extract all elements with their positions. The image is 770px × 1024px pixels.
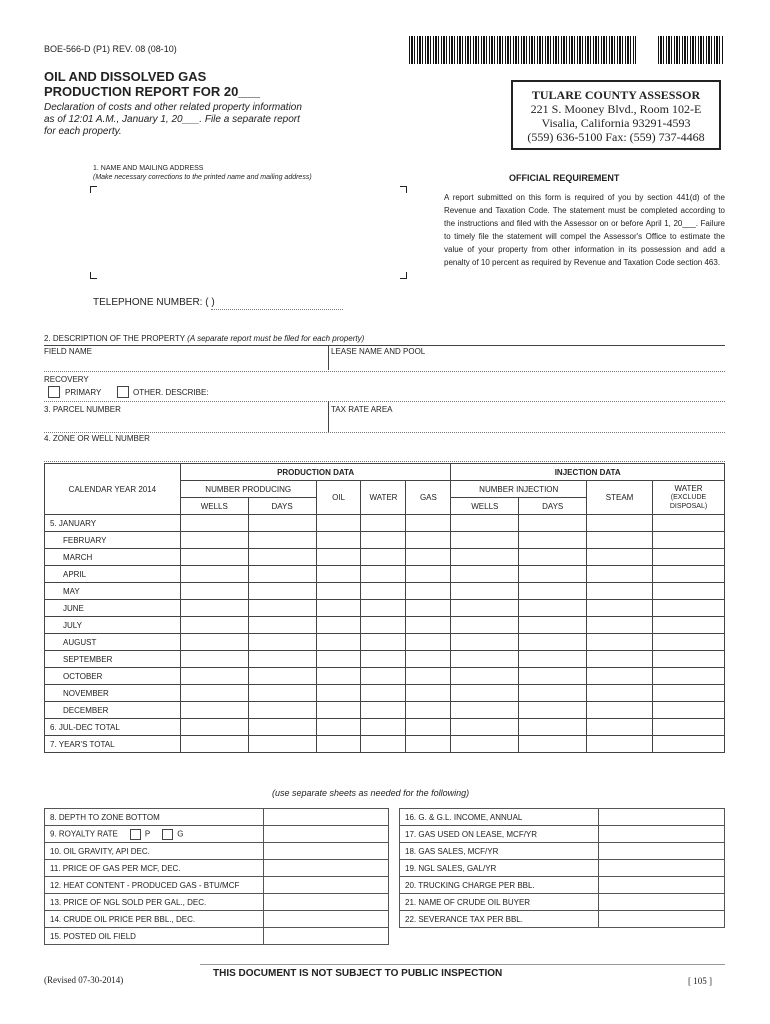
- data-cell[interactable]: [361, 532, 406, 549]
- month-label: 7. YEAR'S TOTAL: [45, 736, 181, 753]
- separate-sheets-note: (use separate sheets as needed for the following): [272, 788, 470, 798]
- data-cell[interactable]: [587, 566, 653, 583]
- list-item: [45, 928, 389, 945]
- data-cell[interactable]: [248, 668, 316, 685]
- list-item: [45, 877, 389, 894]
- telephone-field[interactable]: [211, 309, 343, 310]
- data-cell[interactable]: [316, 719, 361, 736]
- data-cell[interactable]: [653, 566, 725, 583]
- list-item: [45, 826, 389, 843]
- royalty-g-checkbox[interactable]: [162, 829, 173, 840]
- data-cell[interactable]: [653, 617, 725, 634]
- data-cell[interactable]: [451, 634, 519, 651]
- data-cell[interactable]: [653, 583, 725, 600]
- barcode: [409, 36, 636, 64]
- data-cell[interactable]: [451, 566, 519, 583]
- recovery-label: RECOVERY: [44, 375, 89, 384]
- data-cell[interactable]: [361, 549, 406, 566]
- data-cell[interactable]: [519, 719, 587, 736]
- item-value[interactable]: [264, 860, 389, 877]
- data-cell[interactable]: [406, 702, 451, 719]
- table-row: [45, 600, 725, 617]
- data-cell[interactable]: [361, 634, 406, 651]
- data-cell[interactable]: [519, 515, 587, 532]
- production-data-header: PRODUCTION DATA: [180, 464, 451, 481]
- data-cell[interactable]: [361, 685, 406, 702]
- data-cell[interactable]: [180, 736, 248, 753]
- data-cell[interactable]: [248, 549, 316, 566]
- other-checkbox[interactable]: [117, 386, 129, 398]
- assessor-address1: 221 S. Mooney Blvd., Room 102-E: [530, 102, 702, 116]
- official-requirement-text: A report submitted on this form is required of you by section 441(d) of the Revenue and Taxation Code. The statement must be completed according to the instructions and filed with the Assessor on or before April 1, 20___. Failure to timely file the statement will compel the Assessor's Office to estimate the value of your property from other information in its possession and add a penalty of 10 percent as required by Revenue and Taxation Code section 463.: [444, 193, 725, 267]
- data-cell[interactable]: [180, 600, 248, 617]
- form-title: OIL AND DISSOLVED GAS PRODUCTION REPORT FOR 20___: [44, 69, 260, 99]
- item-label: 19. NGL SALES, GAL/YR: [400, 860, 599, 877]
- data-cell[interactable]: [451, 583, 519, 600]
- list-item: [400, 877, 725, 894]
- right-items-table: [399, 808, 725, 928]
- item-value[interactable]: [264, 894, 389, 911]
- divider: [44, 371, 725, 372]
- lease-name-input[interactable]: [331, 357, 724, 371]
- item-label: 9. ROYALTY RATE P G: [45, 826, 264, 843]
- data-cell[interactable]: [180, 634, 248, 651]
- item-label: 17. GAS USED ON LEASE, MCF/YR: [400, 826, 599, 843]
- data-cell[interactable]: [361, 583, 406, 600]
- list-item: [400, 843, 725, 860]
- other-label: OTHER. DESCRIBE:: [133, 388, 209, 397]
- data-cell[interactable]: [587, 702, 653, 719]
- data-cell[interactable]: [519, 736, 587, 753]
- table-row: [45, 719, 725, 736]
- data-cell[interactable]: [451, 515, 519, 532]
- month-label: OCTOBER: [45, 668, 181, 685]
- data-cell[interactable]: [406, 600, 451, 617]
- days-header: DAYS: [248, 498, 316, 515]
- list-item: [400, 911, 725, 928]
- data-cell[interactable]: [519, 651, 587, 668]
- zone-well-label: 4. ZONE OR WELL NUMBER: [44, 434, 150, 443]
- data-cell[interactable]: [316, 549, 361, 566]
- data-cell[interactable]: [316, 685, 361, 702]
- data-cell[interactable]: [248, 736, 316, 753]
- data-cell[interactable]: [248, 651, 316, 668]
- data-cell[interactable]: [653, 600, 725, 617]
- item-value[interactable]: [264, 877, 389, 894]
- item-label: 12. HEAT CONTENT - PRODUCED GAS - BTU/MCF: [45, 877, 264, 894]
- month-label: MAY: [45, 583, 181, 600]
- data-cell[interactable]: [180, 532, 248, 549]
- table-row: [45, 634, 725, 651]
- item-value[interactable]: [599, 809, 725, 826]
- divider: [44, 461, 725, 462]
- month-label: AUGUST: [45, 634, 181, 651]
- item-label: 13. PRICE OF NGL SOLD PER GAL., DEC.: [45, 894, 264, 911]
- primary-checkbox[interactable]: [48, 386, 60, 398]
- revised-date: (Revised 07-30-2014): [44, 975, 124, 985]
- data-cell[interactable]: [519, 583, 587, 600]
- data-cell[interactable]: [316, 651, 361, 668]
- data-cell[interactable]: [316, 583, 361, 600]
- data-cell[interactable]: [248, 515, 316, 532]
- data-cell[interactable]: [587, 583, 653, 600]
- lease-name-label: LEASE NAME AND POOL: [331, 347, 426, 356]
- table-row: [45, 515, 725, 532]
- data-cell[interactable]: [361, 702, 406, 719]
- address-corner-bl: [90, 272, 97, 279]
- data-cell[interactable]: [653, 532, 725, 549]
- form-number: BOE-566-D (P1) REV. 08 (08-10): [44, 44, 177, 54]
- field-name-label: FIELD NAME: [44, 347, 93, 356]
- data-cell[interactable]: [248, 532, 316, 549]
- production-table: [44, 463, 725, 753]
- item-value[interactable]: [264, 928, 389, 945]
- data-cell[interactable]: [587, 668, 653, 685]
- data-cell[interactable]: [653, 736, 725, 753]
- data-cell[interactable]: [587, 651, 653, 668]
- list-item: [45, 809, 389, 826]
- data-cell[interactable]: [451, 719, 519, 736]
- data-cell[interactable]: [406, 736, 451, 753]
- oil-header: OIL: [316, 481, 361, 515]
- data-cell[interactable]: [316, 566, 361, 583]
- table-row: [45, 566, 725, 583]
- item-value[interactable]: [264, 809, 389, 826]
- data-cell[interactable]: [587, 685, 653, 702]
- data-cell[interactable]: [180, 515, 248, 532]
- table-row: [45, 549, 725, 566]
- divider: [200, 964, 725, 965]
- number-producing-header: NUMBER PRODUCING: [180, 481, 316, 498]
- data-cell[interactable]: [406, 549, 451, 566]
- item-label: 15. POSTED OIL FIELD: [45, 928, 264, 945]
- data-cell[interactable]: [361, 719, 406, 736]
- data-cell[interactable]: [361, 566, 406, 583]
- table-row: [45, 702, 725, 719]
- data-cell[interactable]: [361, 617, 406, 634]
- item-label: 18. GAS SALES, MCF/YR: [400, 843, 599, 860]
- list-item: [400, 894, 725, 911]
- data-cell[interactable]: [361, 600, 406, 617]
- data-cell[interactable]: [451, 600, 519, 617]
- data-cell[interactable]: [451, 532, 519, 549]
- data-cell[interactable]: [451, 617, 519, 634]
- month-label: FEBRUARY: [45, 532, 181, 549]
- name-address-field[interactable]: [95, 192, 397, 270]
- data-cell[interactable]: [587, 634, 653, 651]
- item-value[interactable]: [264, 843, 389, 860]
- royalty-p-checkbox[interactable]: [130, 829, 141, 840]
- wells-header: WELLS: [180, 498, 248, 515]
- steam-header: STEAM: [587, 481, 653, 515]
- item-value[interactable]: [599, 826, 725, 843]
- barcode-small: [658, 36, 723, 64]
- list-item: [400, 809, 725, 826]
- data-cell[interactable]: [406, 685, 451, 702]
- declaration-text: Declaration of costs and other related property information as of 12:01 A.M., January 1, 20___. File a separate report for each property.: [44, 102, 302, 137]
- description-header: 2. DESCRIPTION OF THE PROPERTY (A separate report must be filed for each property): [44, 334, 365, 343]
- list-item: [400, 860, 725, 877]
- month-label: NOVEMBER: [45, 685, 181, 702]
- data-cell[interactable]: [316, 515, 361, 532]
- data-cell[interactable]: [653, 549, 725, 566]
- divider: [44, 432, 725, 433]
- data-cell[interactable]: [519, 566, 587, 583]
- data-cell[interactable]: [519, 668, 587, 685]
- data-cell[interactable]: [653, 515, 725, 532]
- assessor-phone: (559) 636-5100 Fax: (559) 737-4468: [527, 130, 705, 144]
- data-cell[interactable]: [519, 549, 587, 566]
- number-injection-header: NUMBER INJECTION: [451, 481, 587, 498]
- month-label: 5. JANUARY: [45, 515, 181, 532]
- telephone-label: TELEPHONE NUMBER: ( ): [93, 297, 215, 308]
- data-cell[interactable]: [361, 651, 406, 668]
- month-label: 6. JUL-DEC TOTAL: [45, 719, 181, 736]
- data-cell[interactable]: [653, 702, 725, 719]
- data-cell[interactable]: [406, 566, 451, 583]
- list-item: [400, 826, 725, 843]
- item-label: 16. G. & G.L. INCOME, ANNUAL: [400, 809, 599, 826]
- data-cell[interactable]: [519, 634, 587, 651]
- table-row: [45, 651, 725, 668]
- calendar-year-header: CALENDAR YEAR 2014: [45, 464, 181, 515]
- data-cell[interactable]: [519, 702, 587, 719]
- address-corner-br: [400, 272, 407, 279]
- item-label: 20. TRUCKING CHARGE PER BBL.: [400, 877, 599, 894]
- data-cell[interactable]: [406, 719, 451, 736]
- data-cell[interactable]: [180, 719, 248, 736]
- item-value[interactable]: [599, 911, 725, 928]
- data-cell[interactable]: [587, 549, 653, 566]
- data-cell[interactable]: [248, 719, 316, 736]
- data-cell[interactable]: [653, 668, 725, 685]
- item-value[interactable]: [599, 860, 725, 877]
- data-cell[interactable]: [653, 685, 725, 702]
- name-address-header: 1. NAME AND MAILING ADDRESS (Make necessary corrections to the printed name and mailing address): [93, 165, 312, 181]
- injection-days-header: DAYS: [519, 498, 587, 515]
- field-name-input[interactable]: [44, 357, 327, 371]
- data-cell[interactable]: [406, 617, 451, 634]
- data-cell[interactable]: [406, 651, 451, 668]
- page-number: [ 105 ]: [688, 976, 712, 986]
- data-cell[interactable]: [653, 651, 725, 668]
- item-value[interactable]: [264, 911, 389, 928]
- data-cell[interactable]: [361, 736, 406, 753]
- data-cell[interactable]: [316, 617, 361, 634]
- data-cell[interactable]: [180, 617, 248, 634]
- data-cell[interactable]: [451, 549, 519, 566]
- data-cell[interactable]: [316, 702, 361, 719]
- injection-data-header: INJECTION DATA: [451, 464, 725, 481]
- injection-wells-header: WELLS: [451, 498, 519, 515]
- table-row: [45, 532, 725, 549]
- item-label: 11. PRICE OF GAS PER MCF, DEC.: [45, 860, 264, 877]
- divider: [328, 345, 329, 370]
- data-cell[interactable]: [361, 668, 406, 685]
- data-cell[interactable]: [587, 617, 653, 634]
- item-label: 8. DEPTH TO ZONE BOTTOM: [45, 809, 264, 826]
- data-cell[interactable]: [519, 685, 587, 702]
- data-cell[interactable]: [451, 736, 519, 753]
- divider: [328, 401, 329, 432]
- data-cell[interactable]: [406, 583, 451, 600]
- item-value[interactable]: [599, 843, 725, 860]
- address-corner-tr: [400, 186, 407, 193]
- gas-header: GAS: [406, 481, 451, 515]
- assessor-address2: Visalia, California 93291-4593: [541, 116, 691, 130]
- public-inspection-notice: THIS DOCUMENT IS NOT SUBJECT TO PUBLIC INSPECTION: [213, 968, 503, 979]
- data-cell[interactable]: [180, 702, 248, 719]
- data-cell[interactable]: [180, 549, 248, 566]
- data-cell[interactable]: [406, 515, 451, 532]
- divider: [44, 401, 725, 402]
- list-item: [45, 894, 389, 911]
- month-label: DECEMBER: [45, 702, 181, 719]
- data-cell[interactable]: [519, 617, 587, 634]
- water-header: WATER: [361, 481, 406, 515]
- data-cell[interactable]: [653, 634, 725, 651]
- data-cell[interactable]: [316, 668, 361, 685]
- primary-label: PRIMARY: [65, 388, 102, 397]
- data-cell[interactable]: [406, 634, 451, 651]
- left-items-table: [44, 808, 389, 945]
- data-cell[interactable]: [248, 600, 316, 617]
- data-cell[interactable]: [451, 685, 519, 702]
- divider: [44, 345, 725, 346]
- data-cell[interactable]: [248, 566, 316, 583]
- official-requirement-heading: OFFICIAL REQUIREMENT: [509, 173, 620, 183]
- month-label: JULY: [45, 617, 181, 634]
- item-value[interactable]: [599, 877, 725, 894]
- data-cell[interactable]: [316, 634, 361, 651]
- item-value[interactable]: [599, 894, 725, 911]
- data-cell[interactable]: [248, 583, 316, 600]
- table-row: [45, 617, 725, 634]
- assessor-box: [511, 80, 721, 150]
- month-label: SEPTEMBER: [45, 651, 181, 668]
- data-cell[interactable]: [587, 736, 653, 753]
- data-cell[interactable]: [451, 702, 519, 719]
- parcel-number-label: 3. PARCEL NUMBER: [44, 405, 121, 414]
- list-item: [45, 860, 389, 877]
- table-row: [45, 583, 725, 600]
- item-label: 21. NAME OF CRUDE OIL BUYER: [400, 894, 599, 911]
- table-row: [45, 685, 725, 702]
- item-label: 14. CRUDE OIL PRICE PER BBL., DEC.: [45, 911, 264, 928]
- data-cell[interactable]: [519, 600, 587, 617]
- data-cell[interactable]: [180, 685, 248, 702]
- data-cell[interactable]: [248, 702, 316, 719]
- data-cell[interactable]: [519, 532, 587, 549]
- list-item: [45, 911, 389, 928]
- data-cell[interactable]: [406, 532, 451, 549]
- data-cell[interactable]: [180, 668, 248, 685]
- item-label: 22. SEVERANCE TAX PER BBL.: [400, 911, 599, 928]
- month-label: JUNE: [45, 600, 181, 617]
- data-cell[interactable]: [451, 651, 519, 668]
- data-cell[interactable]: [653, 719, 725, 736]
- list-item: [45, 843, 389, 860]
- assessor-name: TULARE COUNTY ASSESSOR: [531, 88, 701, 102]
- data-cell[interactable]: [587, 600, 653, 617]
- data-cell[interactable]: [316, 532, 361, 549]
- data-cell[interactable]: [180, 566, 248, 583]
- item-value[interactable]: [264, 826, 389, 843]
- data-cell[interactable]: [451, 668, 519, 685]
- data-cell[interactable]: [316, 736, 361, 753]
- data-cell[interactable]: [248, 634, 316, 651]
- month-label: MARCH: [45, 549, 181, 566]
- data-cell[interactable]: [361, 515, 406, 532]
- table-row: [45, 736, 725, 753]
- data-cell[interactable]: [316, 600, 361, 617]
- data-cell[interactable]: [180, 651, 248, 668]
- table-row: [45, 668, 725, 685]
- data-cell[interactable]: [587, 532, 653, 549]
- data-cell[interactable]: [248, 617, 316, 634]
- tax-rate-area-label: TAX RATE AREA: [331, 405, 393, 414]
- data-cell[interactable]: [180, 583, 248, 600]
- item-label: 10. OIL GRAVITY, API DEC.: [45, 843, 264, 860]
- water-injection-header: WATER (EXCLUDE DISPOSAL): [653, 481, 725, 515]
- data-cell[interactable]: [587, 515, 653, 532]
- data-cell[interactable]: [248, 685, 316, 702]
- data-cell[interactable]: [406, 668, 451, 685]
- month-label: APRIL: [45, 566, 181, 583]
- data-cell[interactable]: [587, 719, 653, 736]
